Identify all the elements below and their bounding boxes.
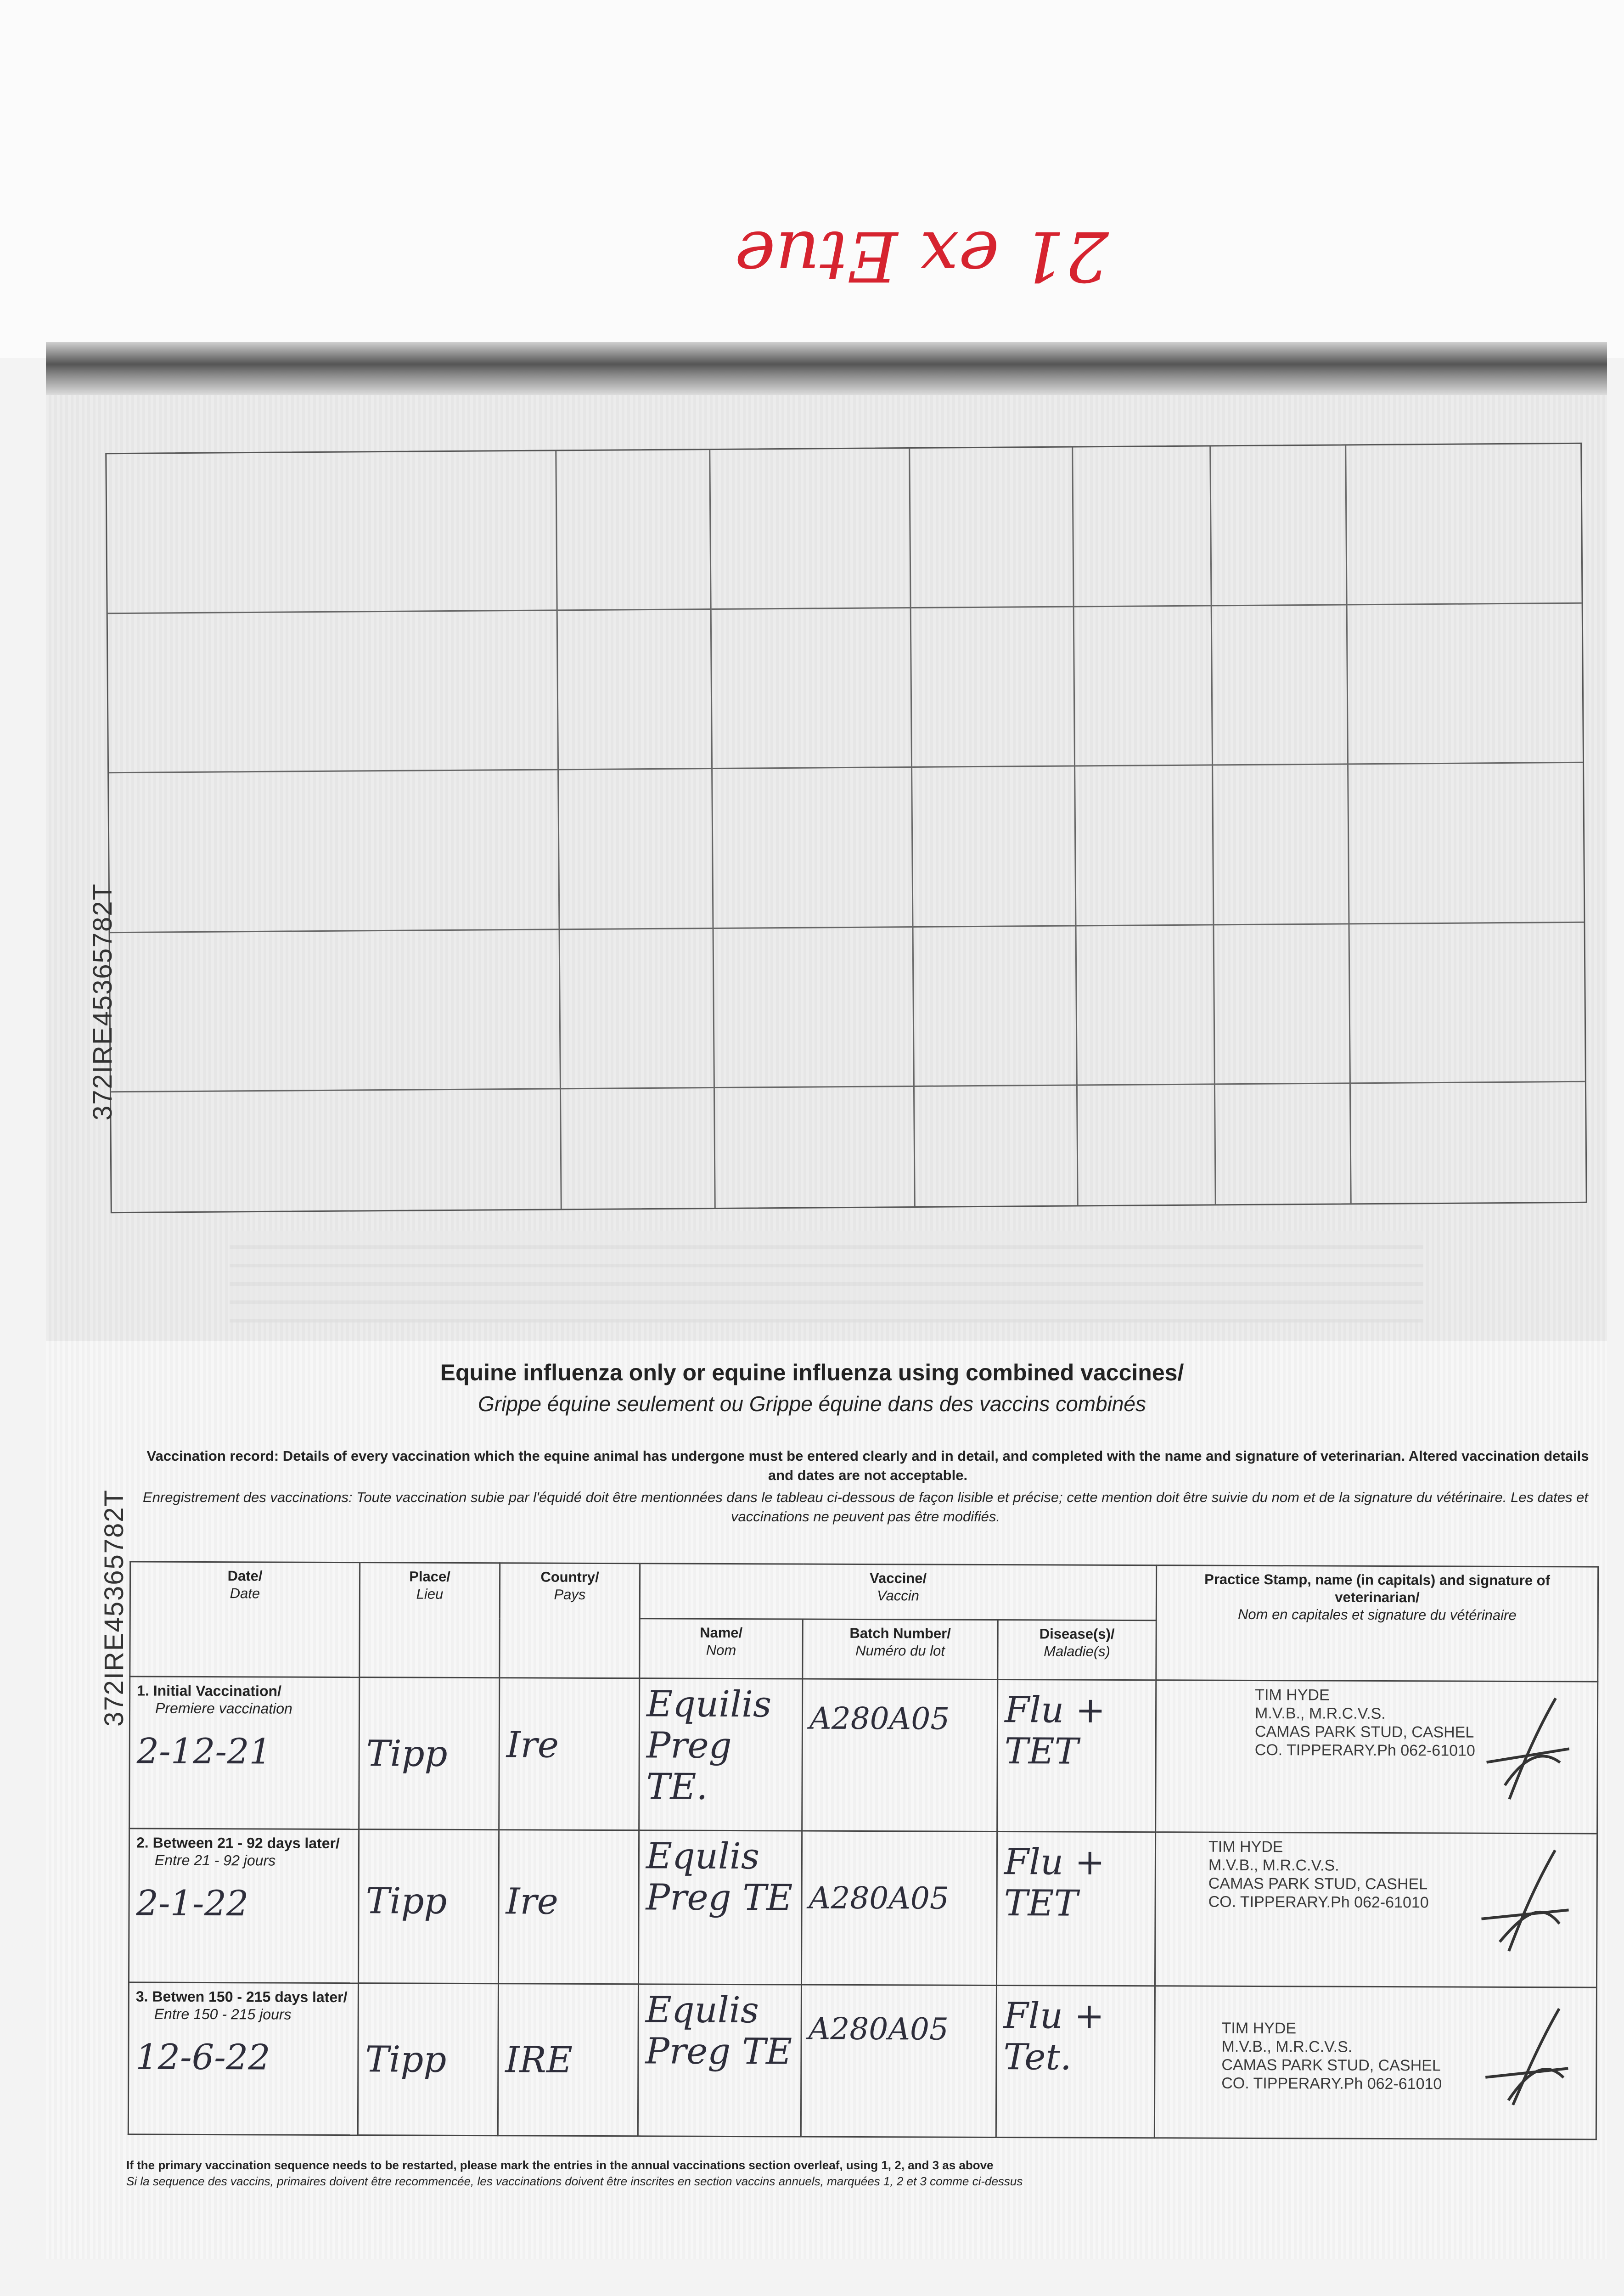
disease-cell: Flu + TET [996,1831,1155,1986]
handwritten-date: 12-6-22 [135,2036,270,2078]
place-cell: Tipp [358,1829,499,1984]
vaccination-table [128,1561,1599,2140]
handwritten-note: 21 ex Etue [735,216,1109,296]
country-cell: Ire [498,1829,639,1984]
header-vaccine-name: Name/ Nom [640,1619,803,1679]
vet-stamp: TIM HYDE M.V.B., M.R.C.V.S. CAMAS PARK STUD, CASHEL CO. TIPPERARY.Ph 062-61010 [1154,1986,1596,2139]
table-row [128,1982,1596,2139]
place-cell: Tipp [359,1677,500,1830]
vet-signature [1467,1999,1573,2110]
record-instructions-fr: Enregistrement des vaccinations: Toute vaccination subie par l'équidé doit être mentionnées dans le tableau ci-dessous de façon lisible et précise; cette mention doit être suivie du nom et de la signature du vétérinaire. Les dates et vaccinations ne peuvent pas être modifiés. [143,1489,1588,1525]
disease-cell: Flu + TET [997,1680,1156,1832]
vaccine-name-cell: Equilis Preg TE. [639,1678,803,1831]
footer-note: If the primary vaccination sequence needs to be restarted, please mark the entries in the annual vaccinations section overleaf, using 1, 2, and 3 as above [126,2158,994,2172]
vaccine-name-cell: Equlis Preg TE [638,1830,802,1985]
top-sheet [0,0,1624,358]
handwritten-date: 2-12-21 [136,1730,272,1772]
table-row [129,1677,1598,1834]
header-disease: Disease(s)/ Maladie(s) [998,1620,1156,1680]
batch-number-cell: A280A05 [801,1985,996,2137]
vet-signature [1468,1694,1574,1804]
batch-number-cell: A280A05 [802,1679,998,1831]
passport-id-lower: 372IRE45365782T [99,1489,129,1727]
header-vet-stamp: Practice Stamp, name (in capitals) and signature of veterinarian/ Nom en capitales et signature du vétérinaire [1156,1565,1598,1682]
header-vaccine: Vaccine/ Vaccin [640,1564,1156,1621]
record-instructions: Vaccination record: Details of every vaccination which the equine animal has undergone must be entered clearly and in detail, and completed with the name and signature of veterinarian. Altered vaccination details and dates are not acceptable. [146,1448,1589,1483]
vet-stamp: TIM HYDE M.V.B., M.R.C.V.S. CAMAS PARK STUD, CASHEL CO. TIPPERARY.Ph 062-61010 [1156,1680,1598,1834]
row-date-cell: 1. Initial Vaccination/ Premiere vaccination 2-12-21 [129,1677,360,1829]
vaccine-name-cell: Equlis Preg TE [638,1984,801,2137]
header-place: Place/ Lieu [360,1563,500,1678]
vet-signature [1467,1845,1573,1956]
show-through-text [230,1231,1423,1322]
section-title: Equine influenza only or equine influenza using combined vaccines/ [440,1360,1184,1385]
row-date-cell: 2. Between 21 - 92 days later/ Entre 21 - 92 jours 2-1-22 [129,1829,359,1983]
place-cell: Tipp [358,1983,498,2136]
header-batch-number: Batch Number/ Numéro du lot [803,1619,998,1679]
upper-empty-table [105,443,1587,1213]
header-country: Country/ Pays [500,1563,640,1678]
table-row [129,1829,1597,1988]
handwritten-date: 2-1-22 [136,1882,249,1924]
footer-note-fr: Si la sequence des vaccins, primaires doivent être recommencée, les vaccinations doivent être inscrites en section vaccins annuels, marquées 1, 2 et 3 comme ci-dessus [126,2174,1023,2188]
country-cell: Ire [499,1678,640,1830]
vet-stamp: TIM HYDE M.V.B., M.R.C.V.S. CAMAS PARK STUD, CASHEL CO. TIPPERARY.Ph 062-61010 [1155,1832,1597,1987]
country-cell: IRE [498,1984,638,2136]
row-date-cell: 3. Betwen 150 - 215 days later/ Entre 150 - 215 jours 12-6-22 [128,1982,358,2135]
batch-number-cell: A280A05 [801,1831,997,1986]
passport-id-upper: 372IRE45365782T [88,883,118,1120]
book-spine [46,342,1607,397]
disease-cell: Flu + Tet. [996,1986,1155,2138]
header-date: Date/ Date [130,1562,360,1677]
section-title-fr: Grippe équine seulement ou Grippe équine dans des vaccins combinés [478,1392,1146,1416]
